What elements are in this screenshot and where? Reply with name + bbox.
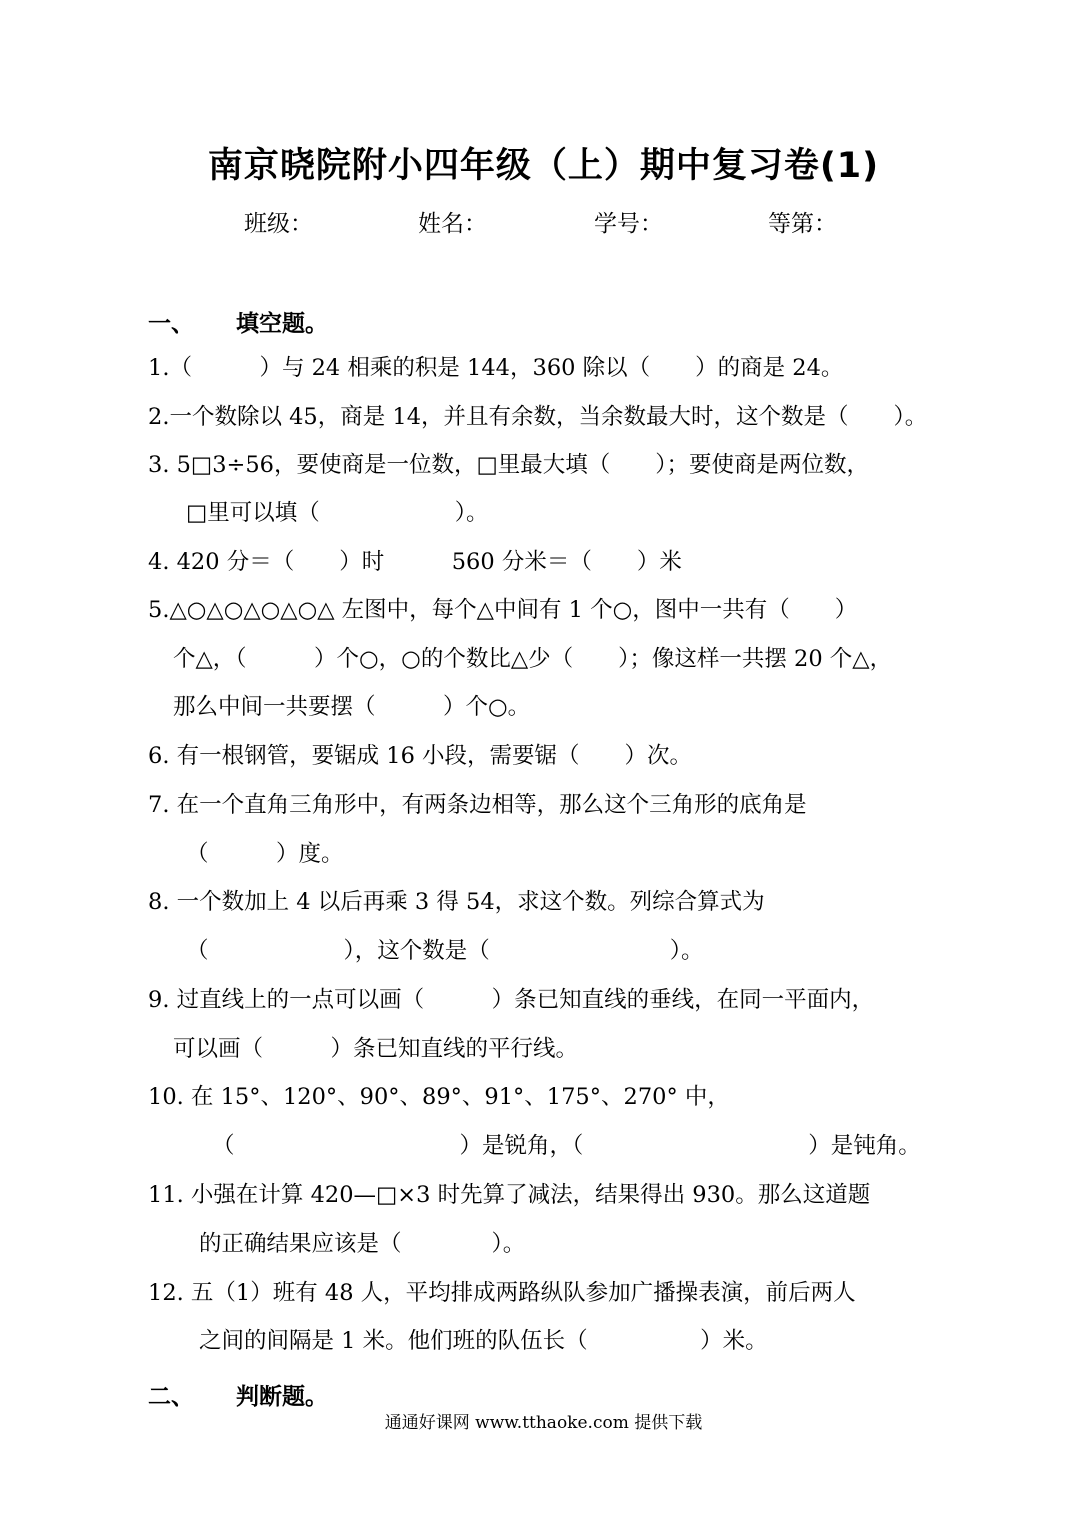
question-9-cont: 可以画（ ）条已知直线的平行线。 xyxy=(173,1036,579,1062)
question-5: 5.△○△○△○△○△ 左图中，每个△中间有 1 个○，图中一共有（ ） xyxy=(148,597,858,623)
question-10-cont: （ ）是锐角，（ ）是钝角。 xyxy=(212,1133,921,1159)
question-1: 1.（ ）与 24 相乘的积是 144，360 除以（ ）的商是 24。 xyxy=(148,355,844,381)
section-label: 判断题。 xyxy=(236,1384,328,1410)
question-11: 11. 小强在计算 420—□×3 时先算了减法，结果得出 930。那么这道题 xyxy=(148,1182,871,1208)
section-true-false xyxy=(148,1378,328,1411)
question-5-cont-2: 那么中间一共要摆（ ）个○。 xyxy=(173,694,531,720)
question-8-cont: （ ），这个数是（ ）。 xyxy=(186,938,704,964)
grade-label: 等第： xyxy=(768,211,837,237)
class-label: 班级： xyxy=(244,211,313,237)
question-11-cont: 的正确结果应该是（ ）。 xyxy=(199,1231,526,1257)
question-3: 3. 5□3÷56，要使商是一位数，□里最大填（ ）；要使商是两位数， xyxy=(148,452,870,478)
question-5-cont-1: 个△，（ ）个○，○的个数比△少（ ）；像这样一共摆 20 个△， xyxy=(173,646,893,672)
question-7-cont: （ ）度。 xyxy=(186,841,344,867)
question-12: 12. 五（1）班有 48 人，平均排成两路纵队参加广播操表演，前后两人 xyxy=(148,1280,856,1306)
question-3-cont: □里可以填（ ）。 xyxy=(186,500,489,526)
question-6: 6. 有一根钢管，要锯成 16 小段，需要锯（ ）次。 xyxy=(148,743,693,769)
section-fill-blank xyxy=(148,305,328,338)
name-label: 姓名： xyxy=(418,211,487,237)
page-title: 南京晓院附小四年级（上）期中复习卷(1) xyxy=(207,146,880,186)
question-9: 9. 过直线上的一点可以画（ ）条已知直线的垂线，在同一平面内， xyxy=(148,987,875,1013)
section-number: 二、 xyxy=(148,1384,194,1410)
question-10: 10. 在 15°、120°、90°、89°、91°、175°、270° 中， xyxy=(148,1084,730,1110)
question-8: 8. 一个数加上 4 以后再乘 3 得 54，求这个数。列综合算式为 xyxy=(148,889,765,915)
section-label: 填空题。 xyxy=(236,311,328,337)
question-7: 7. 在一个直角三角形中，有两条边相等，那么这个三角形的底角是 xyxy=(148,792,807,818)
question-2: 2.一个数除以 45，商是 14，并且有余数，当余数最大时，这个数是（ ）。 xyxy=(148,404,928,430)
footer-source: 通通好课网 www.tthaoke.com 提供下载 xyxy=(384,1413,703,1433)
question-4: 4. 420 分＝（ ）时 560 分米＝（ ）米 xyxy=(148,549,682,575)
student-id-label: 学号： xyxy=(594,211,663,237)
section-number: 一、 xyxy=(148,311,194,337)
question-12-cont: 之间的间隔是 1 米。他们班的队伍长（ ）米。 xyxy=(199,1328,768,1354)
